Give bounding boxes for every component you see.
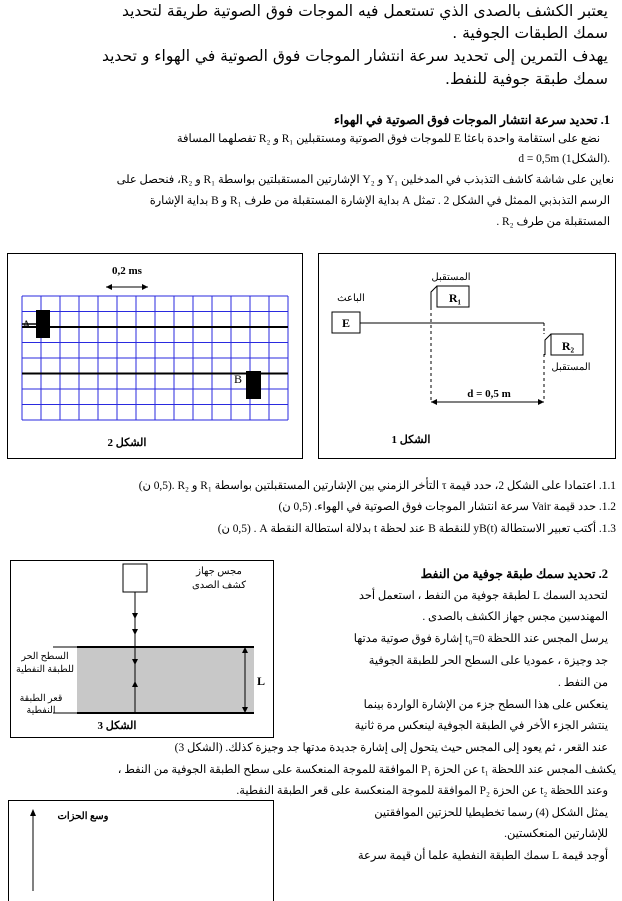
scale-label: 0,2 ms [112, 265, 142, 277]
figure-2-svg [8, 254, 302, 458]
thickness-l-label: L [257, 674, 266, 688]
receiver-2-caption: المستقبل [551, 362, 591, 373]
question-1-2: 1.2. حدد قيمة Vair سرعة انتشار الموجات فوق الصوتية في الهواء. (0,5 ن) [278, 501, 616, 513]
label-a: A [22, 317, 31, 331]
signal-b-burst [246, 371, 261, 399]
section1-title: 1. تحديد سرعة انتشار الموجات فوق الصوتية في الهواء [334, 113, 610, 127]
figure-3-svg [11, 561, 273, 737]
surface-label-2: للطبقة النفطية [16, 665, 74, 675]
figure-3-oil-layer [10, 560, 274, 738]
intro-line-2: سمك الطبقات الجوفية . [452, 24, 608, 42]
oscillogram-grid [22, 296, 288, 420]
section2-line-13: أوجد قيمة L سمك الطبقة النفطية علما أن قيمة سرعة [357, 850, 608, 862]
amplitude-axis-arrow [30, 809, 36, 816]
probe-box [123, 564, 147, 592]
figure-2-caption: الشكل 2 [107, 437, 147, 449]
section2-line-6: ينعكس على هذا السطح جزء من الإشارة الواردة بينما [363, 699, 608, 711]
intro-line-4: سمك طبقة جوفية للنفط. [445, 70, 608, 88]
section2-line-7: ينتشر الجزء الأخر في الطبقة الجوفية لينعكس مرة ثانية [354, 720, 608, 732]
receiver-1-caption: المستقبل [431, 272, 471, 283]
section2-line-9: يكشف المجس عند اللحظة t₁ عن الحزة P₁ الموافقة للموجة المنعكسة على سطح الطبقة الجوفية من النفط ، [117, 764, 616, 776]
receiver-r2-lip [545, 334, 551, 355]
section2-line-4: جد وجيزة ، عموديا على السطح الحر للطبقة الجوفية [368, 655, 608, 667]
section1-p2: d = 0,5m (الشكل1). [518, 153, 610, 165]
section2-line-12: للإشارتين المنعكستين. [504, 828, 608, 840]
wave-arrow-1 [132, 613, 138, 619]
section1-p1: نضع على استقامة واحدة باعثا E للموجات فوق الصوتية ومستقبلين R₁ و R₂ تفصلهما المسافة [176, 133, 600, 145]
emitter-e-label: E [341, 316, 351, 330]
receiver-r2-label: R₂ [561, 339, 575, 353]
section2-line-3: يرسل المجس عند اللحظة t₀=0 إشارة فوق صوتية مدتها [353, 633, 608, 645]
scale-arrow-right [142, 284, 148, 290]
section2-line-10: وعند اللحظة t₂ عن الحزة P₂ الموافقة للموجة المنعكسة على قعر الطبقة النفطية. [236, 785, 608, 797]
section2-title: 2. تحديد سمك طبقة جوفية من النفط [420, 567, 608, 581]
question-1-3: 1.3. أكتب تعبير الاستطالة yB(t) للنقطة B عند لحظة t بدلالة استطالة النقطة A . (0,5 ن) [217, 523, 616, 535]
probe-label-2: كشف الصدى [191, 580, 247, 591]
figure-3-caption: الشكل 3 [97, 720, 137, 732]
section2-line-2: المهندسين مجس جهاز الكشف بالصدى . [422, 611, 608, 623]
figure-2-oscillogram [7, 253, 303, 459]
section2-line-8: عند القعر ، ثم يعود إلى المجس حيث يتحول إلى إشارة جديدة مدتها جد وجيزة كذلك. (الشكل 3) [174, 742, 608, 754]
bottom-label-1: قعر الطبقة [19, 694, 63, 704]
section1-p3: نعاين على شاشة كاشف التذبذب في المدخلين Y₁ و Y₂ الإشارتين المستقبلتين بواسطة R₁ و R₂، فنحصل على [116, 174, 614, 186]
section2-line-1: لتحديد السمك L لطبقة جوفية من النفط ، استعمل أحد [358, 590, 608, 602]
intro-line-3: يهدف التمرين إلى تحديد سرعة انتشار الموجات فوق الصوتية في الهواء و تحديد [101, 47, 608, 65]
section2-line-11: يمثل الشكل (4) رسما تخطيطيا للحزتين الموافقتين [374, 807, 608, 819]
section1-p4: الرسم التذبذبي الممثل في الشكل 2 . تمثل A بداية الإشارة المستقبلة من طرف R₁ و B بداية الإشارة [149, 195, 610, 207]
amplitude-axis-label: وسع الحزات [57, 811, 109, 822]
emitter-caption: الباعث [337, 293, 365, 304]
intro-line-1: يعتبر الكشف بالصدى الذي تستعمل فيه الموجات فوق الصوتية طريقة لتحديد [121, 2, 608, 20]
distance-arrow-right [538, 399, 544, 405]
receiver-r1-lip [431, 286, 437, 307]
distance-arrow-left [431, 399, 437, 405]
distance-label: d = 0,5 m [467, 388, 511, 400]
probe-label-1: مجس جهاز [196, 566, 242, 577]
surface-label-1: السطح الحر [21, 652, 69, 662]
section2-line-5: من النفط . [558, 677, 608, 689]
label-b: B [234, 372, 243, 386]
figure-4-echoes [8, 800, 274, 901]
figure-1-setup [318, 253, 616, 459]
section1-p5: المستقبلة من طرف R₂ . [496, 216, 610, 228]
scale-arrow-left [106, 284, 112, 290]
question-1-1: 1.1. اعتمادا على الشكل 2، حدد قيمة τ التأخر الزمني بين الإشارتين المستقبلتين بواسطة R₁ و R₂ .(0,5 ن) [138, 480, 616, 492]
oil-layer-fill [77, 647, 254, 713]
receiver-r1-label: R₁ [448, 291, 462, 305]
bottom-label-2: النفطية [26, 706, 56, 716]
wave-arrow-2 [132, 629, 138, 635]
figure-4-svg [9, 801, 273, 891]
figure-1-caption: الشكل 1 [391, 434, 431, 446]
figure-1-svg [319, 254, 615, 458]
